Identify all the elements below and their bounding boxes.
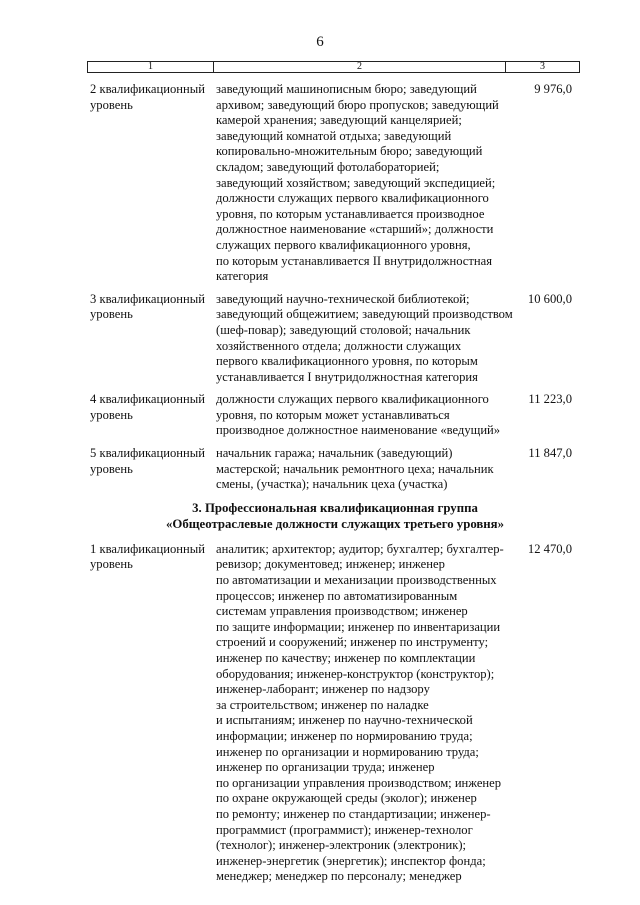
position-line: архивом; заведующий бюро пропусков; заведующий (216, 97, 499, 112)
position-line: строений и сооружений; инженер по инструменту; (216, 635, 489, 650)
position-line: инженер по организации труда; инженер (216, 760, 435, 775)
position-line: категория (216, 269, 269, 284)
level-line: уровень (90, 307, 133, 322)
position-line: уровня, по которым может устанавливаться (216, 407, 450, 422)
position-line: инженер-лаборант; инженер по надзору (216, 682, 430, 697)
table-row (90, 292, 580, 386)
position-line: по охране окружающей среды (эколог); инженер (216, 791, 477, 806)
level-line: уровень (90, 557, 133, 572)
position-line: оборудования; инженер-конструктор (конструктор); (216, 666, 495, 681)
position-line: заведующий комнатой отдыха; заведующий (216, 128, 452, 143)
position-line: заведующий общежитием; заведующий производством (216, 307, 513, 322)
position-line: заведующий машинописным бюро; заведующий (216, 82, 477, 96)
level-line: 4 квалификационный (90, 392, 205, 407)
position-line: системам управления производством; инженер (216, 604, 468, 619)
qualification-level (90, 82, 216, 285)
positions-list (216, 392, 516, 439)
salary-value: 11 223,0 (528, 392, 572, 407)
position-line: по защите информации; инженер по инвентаризации (216, 619, 501, 634)
level-line: уровень (90, 461, 133, 476)
position-line: по ремонту; инженер по стандартизации; инженер- (216, 806, 491, 821)
page-number: 6 (316, 34, 324, 50)
position-line: камерой хранения; заведующий канцелярией; (216, 113, 462, 128)
table-row (90, 446, 580, 493)
position-line: по организации управления производством; инженер (216, 775, 502, 790)
position-line: должности служащих первого квалификационного (216, 392, 489, 407)
position-line: первого квалификационного уровня, по которым (216, 354, 478, 369)
salary-value: 9 976,0 (534, 82, 572, 96)
salary-value: 12 470,0 (527, 541, 572, 556)
position-line: производное должностное наименование «ведущий» (216, 423, 501, 438)
qualification-level (90, 542, 216, 885)
position-line: инженер-энергетик (энергетик); инспектор фонда; (216, 853, 486, 868)
position-line: (технолог); инженер-электроник (электроник); (216, 838, 467, 853)
group-title (90, 500, 580, 532)
position-line: процессов; инженер по автоматизированным (216, 588, 458, 603)
position-line: по которым устанавливается II внутридолжностная (216, 253, 493, 268)
position-line: уровня, по которым устанавливается производное (216, 206, 485, 221)
position-line: хозяйственного отдела; должности служащих (216, 338, 462, 353)
level-line: 1 квалификационный (90, 541, 205, 556)
table-header-row (87, 61, 580, 73)
positions-list (216, 542, 516, 885)
position-line: инженер по качеству; инженер по комплектации (216, 651, 476, 665)
level-line: уровень (90, 407, 133, 422)
group-title-line-1: 3. Профессиональная квалификационная группа (192, 500, 478, 515)
position-line: заведующий научно-технической библиотекой; (216, 291, 470, 306)
header-col-3: 3 (540, 61, 545, 72)
table-row (90, 392, 580, 439)
position-line: за строительством; инженер по наладке (216, 697, 429, 712)
salary-value: 10 600,0 (527, 291, 572, 306)
qualification-level (90, 292, 216, 386)
position-line: должностное наименование «старший»; должности (216, 222, 494, 237)
rows-group-3 (90, 542, 580, 885)
qualification-level (90, 446, 216, 493)
position-line: менеджер; менеджер по персоналу; менеджер (216, 869, 462, 884)
position-line: программист (программист); инженер-технолог (216, 822, 473, 837)
positions-list (216, 82, 516, 285)
position-line: заведующий хозяйством; заведующий экспедицией; (216, 175, 496, 190)
position-line: информации; инженер по нормированию труда; (216, 728, 473, 743)
header-col-2: 2 (214, 62, 506, 72)
position-line: начальник гаража; начальник (заведующий) (216, 446, 453, 461)
group-title-line-2: «Общеотраслевые должности служащих третьего уровня» (165, 516, 505, 531)
qualification-level (90, 392, 216, 439)
rows-group-2 (90, 82, 580, 493)
salary-value: 11 847,0 (528, 446, 572, 461)
level-line: уровень (90, 97, 133, 112)
position-line: аналитик; архитектор; аудитор; бухгалтер; бухгалтер- (216, 541, 504, 556)
level-line: 3 квалификационный (90, 291, 205, 306)
position-line: (шеф-повар); заведующий столовой; начальник (216, 322, 471, 337)
position-line: служащих первого квалификационного уровня, (216, 237, 471, 252)
position-line: смены, (участка); начальник цеха (участка) (216, 477, 448, 492)
position-line: инженер по организации и нормированию труда; (216, 744, 479, 759)
position-line: копировально-множительным бюро; заведующий (216, 144, 483, 159)
position-line: и испытаниям; инженер по научно-технической (216, 713, 473, 728)
positions-list (216, 446, 516, 493)
header-col-1: 1 (88, 62, 214, 72)
table-row (90, 82, 580, 285)
position-line: ревизор; документовед; инженер; инженер (216, 557, 445, 572)
position-line: устанавливается I внутридолжностная категория (216, 369, 478, 384)
level-line: 2 квалификационный (90, 82, 205, 96)
table-row (90, 542, 580, 885)
level-line: 5 квалификационный (90, 446, 205, 461)
position-line: должности служащих первого квалификационного (216, 191, 489, 206)
positions-list (216, 292, 516, 386)
salary-table (90, 82, 580, 892)
position-line: по автоматизации и механизации производственных (216, 573, 497, 588)
position-line: мастерской; начальник ремонтного цеха; начальник (216, 461, 494, 476)
position-line: складом; заведующий фотолабораторией; (216, 159, 440, 174)
